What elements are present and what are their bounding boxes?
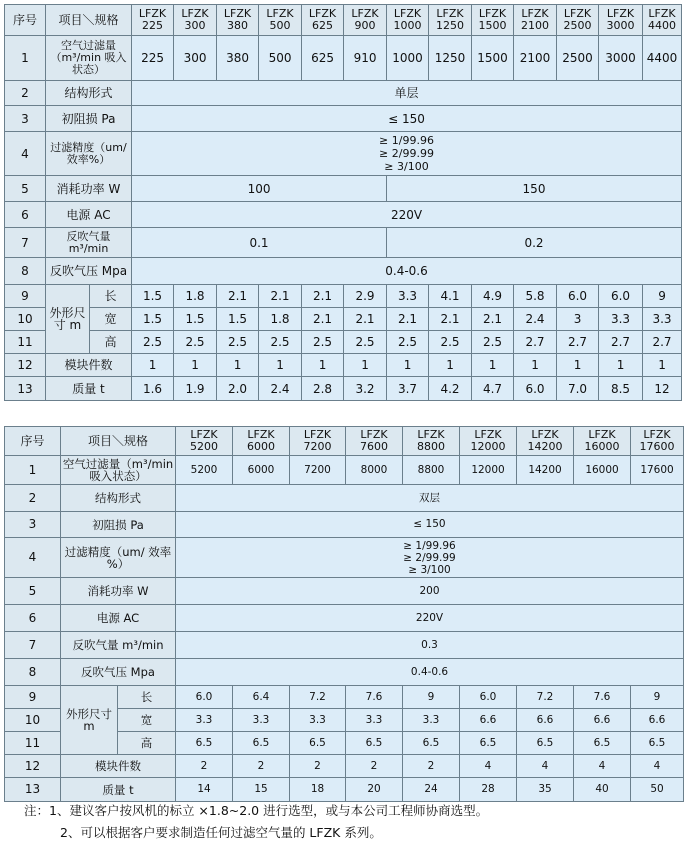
height-value: 6.5 — [574, 732, 631, 755]
height-value: 6.5 — [346, 732, 403, 755]
row-number: 6 — [5, 202, 46, 228]
width-value: 1.5 — [132, 308, 174, 331]
height-value: 6.5 — [403, 732, 460, 755]
airflow-value: 8800 — [403, 456, 460, 485]
row-number: 8 — [5, 258, 46, 285]
row-number: 1 — [5, 456, 61, 485]
length-value: 9 — [631, 686, 684, 709]
precision-label: 过滤精度（um/效率%） — [46, 132, 132, 176]
modules-value: 1 — [302, 354, 344, 377]
row-number: 4 — [5, 538, 61, 578]
resist-label: 初阻损 Pa — [46, 106, 132, 132]
dimension-label: 外形尺寸 m — [61, 686, 118, 755]
power-value: 200 — [176, 578, 684, 605]
header-seq: 序号 — [5, 5, 46, 36]
blow-label: 反吹气量 m³/min — [61, 632, 176, 659]
row-number: 7 — [5, 632, 61, 659]
airflow-value: 5200 — [176, 456, 233, 485]
length-value: 7.6 — [574, 686, 631, 709]
model-header: LFZK 1250 — [429, 5, 472, 36]
width-value: 3.3 — [643, 308, 682, 331]
airflow-value: 16000 — [574, 456, 631, 485]
airflow-value: 1250 — [429, 36, 472, 81]
height-value: 2.5 — [217, 331, 259, 354]
precision-line: ≥ 2/99.99 — [379, 147, 434, 160]
blow-value: 0.2 — [387, 228, 682, 258]
width-value: 1.8 — [259, 308, 302, 331]
modules-label: 模块件数 — [61, 755, 176, 778]
modules-value: 2 — [176, 755, 233, 778]
modules-value: 1 — [132, 354, 174, 377]
header-item: 项目＼规格 — [46, 5, 132, 36]
mass-value: 14 — [176, 778, 233, 802]
mass-value: 1.9 — [174, 377, 217, 401]
modules-value: 4 — [631, 755, 684, 778]
model-header: LFZK 500 — [259, 5, 302, 36]
airflow-value: 6000 — [233, 456, 290, 485]
width-value: 6.6 — [631, 709, 684, 732]
model-header: LFZK 14200 — [517, 427, 574, 456]
length-value: 6.0 — [599, 285, 643, 308]
header-item: 项目＼规格 — [61, 427, 176, 456]
height-value: 2.7 — [514, 331, 557, 354]
model-header: LFZK 300 — [174, 5, 217, 36]
length-value: 6.4 — [233, 686, 290, 709]
mass-value: 12 — [643, 377, 682, 401]
model-header: LFZK 1500 — [472, 5, 514, 36]
airflow-value: 910 — [344, 36, 387, 81]
airflow-value: 2500 — [557, 36, 599, 81]
airflow-value: 625 — [302, 36, 344, 81]
row-number: 6 — [5, 605, 61, 632]
airflow-value: 380 — [217, 36, 259, 81]
modules-value: 2 — [233, 755, 290, 778]
pressure-value: 0.4-0.6 — [176, 659, 684, 686]
resist-value: ≤ 150 — [176, 512, 684, 538]
model-header: LFZK 3000 — [599, 5, 643, 36]
power-label: 消耗功率 W — [46, 176, 132, 202]
precision-label: 过滤精度（um/ 效率 %） — [61, 538, 176, 578]
height-value: 2.5 — [259, 331, 302, 354]
mass-value: 7.0 — [557, 377, 599, 401]
airflow-value: 225 — [132, 36, 174, 81]
length-value: 6.0 — [557, 285, 599, 308]
modules-value: 1 — [643, 354, 682, 377]
modules-value: 1 — [259, 354, 302, 377]
mass-value: 50 — [631, 778, 684, 802]
width-value: 2.4 — [514, 308, 557, 331]
modules-value: 1 — [429, 354, 472, 377]
row-number: 9 — [5, 285, 46, 308]
model-header: LFZK 7600 — [346, 427, 403, 456]
row-number: 12 — [5, 354, 46, 377]
row-number: 5 — [5, 578, 61, 605]
structure-label: 结构形式 — [46, 81, 132, 106]
length-value: 5.8 — [514, 285, 557, 308]
supply-label: 电源 AC — [61, 605, 176, 632]
model-header: LFZK 4400 — [643, 5, 682, 36]
width-value: 3.3 — [176, 709, 233, 732]
width-value: 2.1 — [302, 308, 344, 331]
modules-label: 模块件数 — [46, 354, 132, 377]
length-value: 4.1 — [429, 285, 472, 308]
mass-value: 2.8 — [302, 377, 344, 401]
length-value: 2.1 — [259, 285, 302, 308]
model-header: LFZK 8800 — [403, 427, 460, 456]
row-number: 3 — [5, 106, 46, 132]
precision-line: ≥ 3/100 — [384, 160, 429, 173]
airflow-value: 3000 — [599, 36, 643, 81]
mass-label: 质量 t — [46, 377, 132, 401]
mass-value: 18 — [290, 778, 346, 802]
height-value: 6.5 — [517, 732, 574, 755]
height-value: 6.5 — [290, 732, 346, 755]
airflow-value: 2100 — [514, 36, 557, 81]
row-number: 8 — [5, 659, 61, 686]
height-value: 2.7 — [643, 331, 682, 354]
width-value: 6.6 — [574, 709, 631, 732]
mass-value: 6.0 — [514, 377, 557, 401]
pressure-label: 反吹气压 Mpa — [61, 659, 176, 686]
width-value: 6.6 — [517, 709, 574, 732]
width-value: 3.3 — [599, 308, 643, 331]
width-value: 3.3 — [290, 709, 346, 732]
model-header: LFZK 12000 — [460, 427, 517, 456]
width-value: 2.1 — [344, 308, 387, 331]
length-value: 7.6 — [346, 686, 403, 709]
width-label: 宽 — [90, 308, 132, 331]
height-value: 2.5 — [472, 331, 514, 354]
precision-line: ≥ 3/100 — [408, 563, 451, 576]
airflow-value: 4400 — [643, 36, 682, 81]
precision-line: ≥ 1/99.96 — [403, 539, 456, 552]
row-number: 1 — [5, 36, 46, 81]
height-value: 6.5 — [631, 732, 684, 755]
length-value: 1.5 — [132, 285, 174, 308]
model-header: LFZK 900 — [344, 5, 387, 36]
length-label: 长 — [118, 686, 176, 709]
power-value: 100 — [132, 176, 387, 202]
precision-value — [132, 132, 682, 176]
note-line-1: 注：1、建议客户按风机的标立 ×1.8~2.0 进行选型，或与本公司工程师协商选型。 — [24, 803, 489, 818]
height-value: 2.7 — [557, 331, 599, 354]
model-header: LFZK 17600 — [631, 427, 684, 456]
modules-value: 1 — [344, 354, 387, 377]
dimension-label: 外形尺寸 m — [46, 285, 90, 354]
airflow-value: 7200 — [290, 456, 346, 485]
pressure-value: 0.4-0.6 — [132, 258, 682, 285]
blow-value: 0.3 — [176, 632, 684, 659]
row-number: 5 — [5, 176, 46, 202]
precision-line: ≥ 1/99.96 — [379, 134, 434, 147]
note-line-2: 2、可以根据客户要求制造任何过滤空气量的 LFZK 系列。 — [60, 825, 382, 840]
mass-value: 3.2 — [344, 377, 387, 401]
mass-value: 8.5 — [599, 377, 643, 401]
row-number: 10 — [5, 308, 46, 331]
airflow-label: 空气过滤量（m³/min 吸入状态） — [46, 36, 132, 81]
row-number: 13 — [5, 778, 61, 802]
width-value: 2.1 — [472, 308, 514, 331]
airflow-value: 17600 — [631, 456, 684, 485]
length-value: 9 — [643, 285, 682, 308]
row-number: 13 — [5, 377, 46, 401]
modules-value: 2 — [403, 755, 460, 778]
resist-value: ≤ 150 — [132, 106, 682, 132]
blow-value: 0.1 — [132, 228, 387, 258]
length-value: 2.1 — [302, 285, 344, 308]
model-header: LFZK 2100 — [514, 5, 557, 36]
length-value: 2.1 — [217, 285, 259, 308]
mass-value: 28 — [460, 778, 517, 802]
precision-line: ≥ 2/99.99 — [403, 551, 456, 564]
model-header: LFZK 6000 — [233, 427, 290, 456]
length-value: 7.2 — [290, 686, 346, 709]
model-header: LFZK 2500 — [557, 5, 599, 36]
mass-value: 3.7 — [387, 377, 429, 401]
modules-value: 1 — [557, 354, 599, 377]
mass-value: 35 — [517, 778, 574, 802]
spec-table-double — [4, 426, 684, 802]
height-value: 6.5 — [176, 732, 233, 755]
airflow-value: 1000 — [387, 36, 429, 81]
height-value: 2.5 — [344, 331, 387, 354]
mass-value: 4.2 — [429, 377, 472, 401]
mass-value: 4.7 — [472, 377, 514, 401]
height-value: 2.5 — [302, 331, 344, 354]
airflow-value: 12000 — [460, 456, 517, 485]
height-value: 2.7 — [599, 331, 643, 354]
airflow-label: 空气过滤量（m³/min吸入状态） — [61, 456, 176, 485]
modules-value: 1 — [472, 354, 514, 377]
width-value: 3 — [557, 308, 599, 331]
width-value: 2.1 — [429, 308, 472, 331]
width-value: 2.1 — [387, 308, 429, 331]
height-value: 6.5 — [233, 732, 290, 755]
width-value: 3.3 — [233, 709, 290, 732]
airflow-value: 14200 — [517, 456, 574, 485]
width-value: 3.3 — [346, 709, 403, 732]
model-header: LFZK 225 — [132, 5, 174, 36]
spec-table-single — [4, 4, 682, 401]
length-label: 长 — [90, 285, 132, 308]
height-value: 6.5 — [460, 732, 517, 755]
width-value: 1.5 — [174, 308, 217, 331]
length-value: 1.8 — [174, 285, 217, 308]
row-number: 2 — [5, 81, 46, 106]
length-value: 6.0 — [460, 686, 517, 709]
structure-label: 结构形式 — [61, 485, 176, 512]
modules-value: 1 — [217, 354, 259, 377]
length-value: 7.2 — [517, 686, 574, 709]
model-header: LFZK 625 — [302, 5, 344, 36]
pressure-label: 反吹气压 Mpa — [46, 258, 132, 285]
modules-value: 4 — [517, 755, 574, 778]
model-header: LFZK 1000 — [387, 5, 429, 36]
height-value: 2.5 — [429, 331, 472, 354]
model-header: LFZK 380 — [217, 5, 259, 36]
modules-value: 1 — [514, 354, 557, 377]
modules-value: 1 — [174, 354, 217, 377]
mass-label: 质量 t — [61, 778, 176, 802]
mass-value: 40 — [574, 778, 631, 802]
blow-label: 反吹气量 m³/min — [46, 228, 132, 258]
model-header: LFZK 5200 — [176, 427, 233, 456]
length-value: 9 — [403, 686, 460, 709]
structure-value: 单层 — [132, 81, 682, 106]
airflow-value: 1500 — [472, 36, 514, 81]
row-number: 11 — [5, 331, 46, 354]
header-seq: 序号 — [5, 427, 61, 456]
airflow-value: 8000 — [346, 456, 403, 485]
supply-value: 220V — [132, 202, 682, 228]
row-number: 11 — [5, 732, 61, 755]
height-value: 2.5 — [387, 331, 429, 354]
length-value: 4.9 — [472, 285, 514, 308]
height-value: 2.5 — [174, 331, 217, 354]
length-value: 3.3 — [387, 285, 429, 308]
footnotes — [24, 800, 488, 844]
row-number: 12 — [5, 755, 61, 778]
modules-value: 4 — [460, 755, 517, 778]
power-label: 消耗功率 W — [61, 578, 176, 605]
width-value: 3.3 — [403, 709, 460, 732]
modules-value: 1 — [599, 354, 643, 377]
mass-value: 2.0 — [217, 377, 259, 401]
modules-value: 1 — [387, 354, 429, 377]
row-number: 4 — [5, 132, 46, 176]
mass-value: 1.6 — [132, 377, 174, 401]
airflow-value: 300 — [174, 36, 217, 81]
mass-value: 2.4 — [259, 377, 302, 401]
mass-value: 20 — [346, 778, 403, 802]
supply-label: 电源 AC — [46, 202, 132, 228]
length-value: 6.0 — [176, 686, 233, 709]
model-header: LFZK 16000 — [574, 427, 631, 456]
model-header: LFZK 7200 — [290, 427, 346, 456]
modules-value: 2 — [346, 755, 403, 778]
width-value: 6.6 — [460, 709, 517, 732]
mass-value: 24 — [403, 778, 460, 802]
modules-value: 4 — [574, 755, 631, 778]
height-label: 高 — [118, 732, 176, 755]
resist-label: 初阻损 Pa — [61, 512, 176, 538]
width-label: 宽 — [118, 709, 176, 732]
row-number: 7 — [5, 228, 46, 258]
width-value: 1.5 — [217, 308, 259, 331]
modules-value: 2 — [290, 755, 346, 778]
precision-value — [176, 538, 684, 578]
row-number: 3 — [5, 512, 61, 538]
structure-value: 双层 — [176, 485, 684, 512]
row-number: 2 — [5, 485, 61, 512]
power-value: 150 — [387, 176, 682, 202]
height-value: 2.5 — [132, 331, 174, 354]
row-number: 10 — [5, 709, 61, 732]
supply-value: 220V — [176, 605, 684, 632]
airflow-value: 500 — [259, 36, 302, 81]
row-number: 9 — [5, 686, 61, 709]
length-value: 2.9 — [344, 285, 387, 308]
height-label: 高 — [90, 331, 132, 354]
mass-value: 15 — [233, 778, 290, 802]
